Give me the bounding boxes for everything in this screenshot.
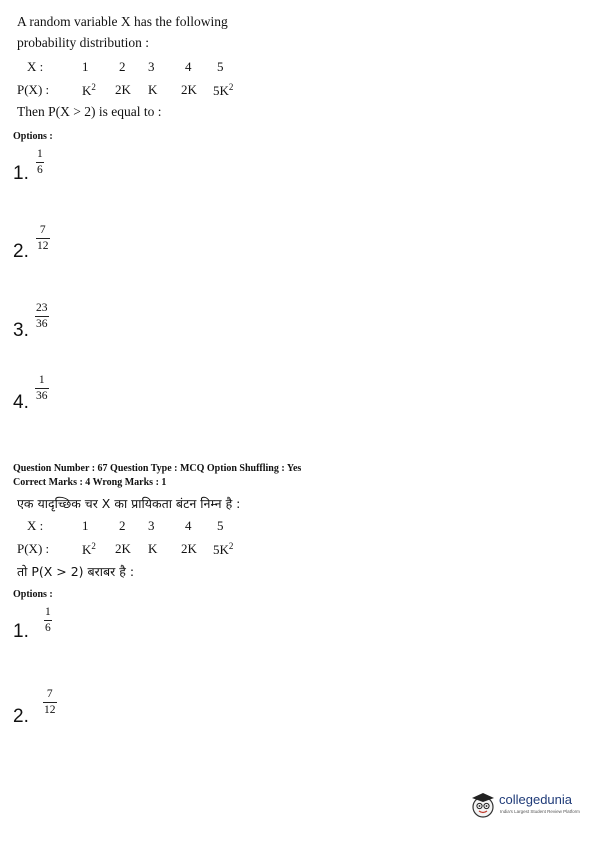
denominator: 6 [37,164,43,176]
p-value: 2K [181,541,197,556]
x-value: 5 [217,59,224,74]
denominator: 36 [36,390,48,402]
option-fraction[interactable] [35,374,49,403]
option-number: 4. [13,392,29,413]
p-value: $5K^2$ [213,82,234,98]
logo-wordmark: collegedunia [499,792,573,807]
p-value: $K^2$ [82,541,96,557]
option-fraction[interactable] [44,606,52,635]
denominator: 36 [36,318,48,330]
options-label: Options : [13,131,53,142]
denominator: 6 [45,622,51,634]
question-meta-line-2: Correct Marks : 4 Wrong Marks : 1 [13,477,167,488]
option-number: 2. [13,706,29,727]
numerator: 1 [45,606,51,618]
p-row-label: P(X) : [17,82,50,97]
option-number: 2. [13,241,29,262]
option-number: 3. [13,320,29,341]
question-text-line-1: A random variable X has the following [17,14,228,29]
x-value: 2 [119,59,126,74]
denominator: 12 [44,704,56,716]
x-value: 3 [148,59,155,74]
fraction-bar [35,388,49,389]
x-value: 3 [148,518,155,533]
question-prompt: Then P(X > 2) is equal to : [17,104,162,119]
p-value: $K^2$ [82,82,96,98]
option-fraction[interactable] [36,224,50,253]
fraction-bar [36,162,44,163]
question-text-hindi: एक यादृच्छिक चर X का प्रायिकता बंटन निम्न है : [17,496,241,511]
fraction-bar [35,316,49,317]
numerator: 1 [37,148,43,160]
x-value: 5 [217,518,224,533]
p-value: $5K^2$ [213,541,234,557]
logo-tagline: India's Largest Student Review Platform [500,809,580,814]
options-label: Options : [13,589,53,600]
fraction-bar [43,702,57,703]
x-value: 4 [185,518,192,533]
p-row-label: P(X) : [17,541,50,556]
option-number: 1. [13,163,29,184]
mascot-icon [469,790,499,820]
x-row-label: X : [27,59,44,74]
x-value: 1 [82,59,89,74]
p-value: K [148,541,158,556]
collegedunia-logo[interactable] [469,788,589,822]
question-prompt-hindi: तो P(X > 2) बराबर है : [17,564,135,579]
p-value: 2K [115,541,131,556]
option-fraction[interactable] [36,148,44,177]
numerator: 7 [39,224,46,236]
p-value: K [148,82,158,97]
numerator: 7 [46,688,53,700]
question-text-line-2: probability distribution : [17,35,149,50]
denominator: 12 [37,240,49,252]
p-value: 2K [115,82,131,97]
numerator: 1 [38,374,45,386]
numerator: 23 [36,302,48,314]
p-value: 2K [181,82,197,97]
x-value: 4 [185,59,192,74]
option-fraction[interactable] [35,302,49,331]
x-value: 2 [119,518,126,533]
option-number: 1. [13,621,29,642]
fraction-bar [36,238,50,239]
option-fraction[interactable] [43,688,57,717]
question-meta-line-1: Question Number : 67 Question Type : MCQ Option Shuffling : Yes [13,463,302,474]
fraction-bar [44,620,52,621]
x-row-label: X : [27,518,44,533]
x-value: 1 [82,518,89,533]
